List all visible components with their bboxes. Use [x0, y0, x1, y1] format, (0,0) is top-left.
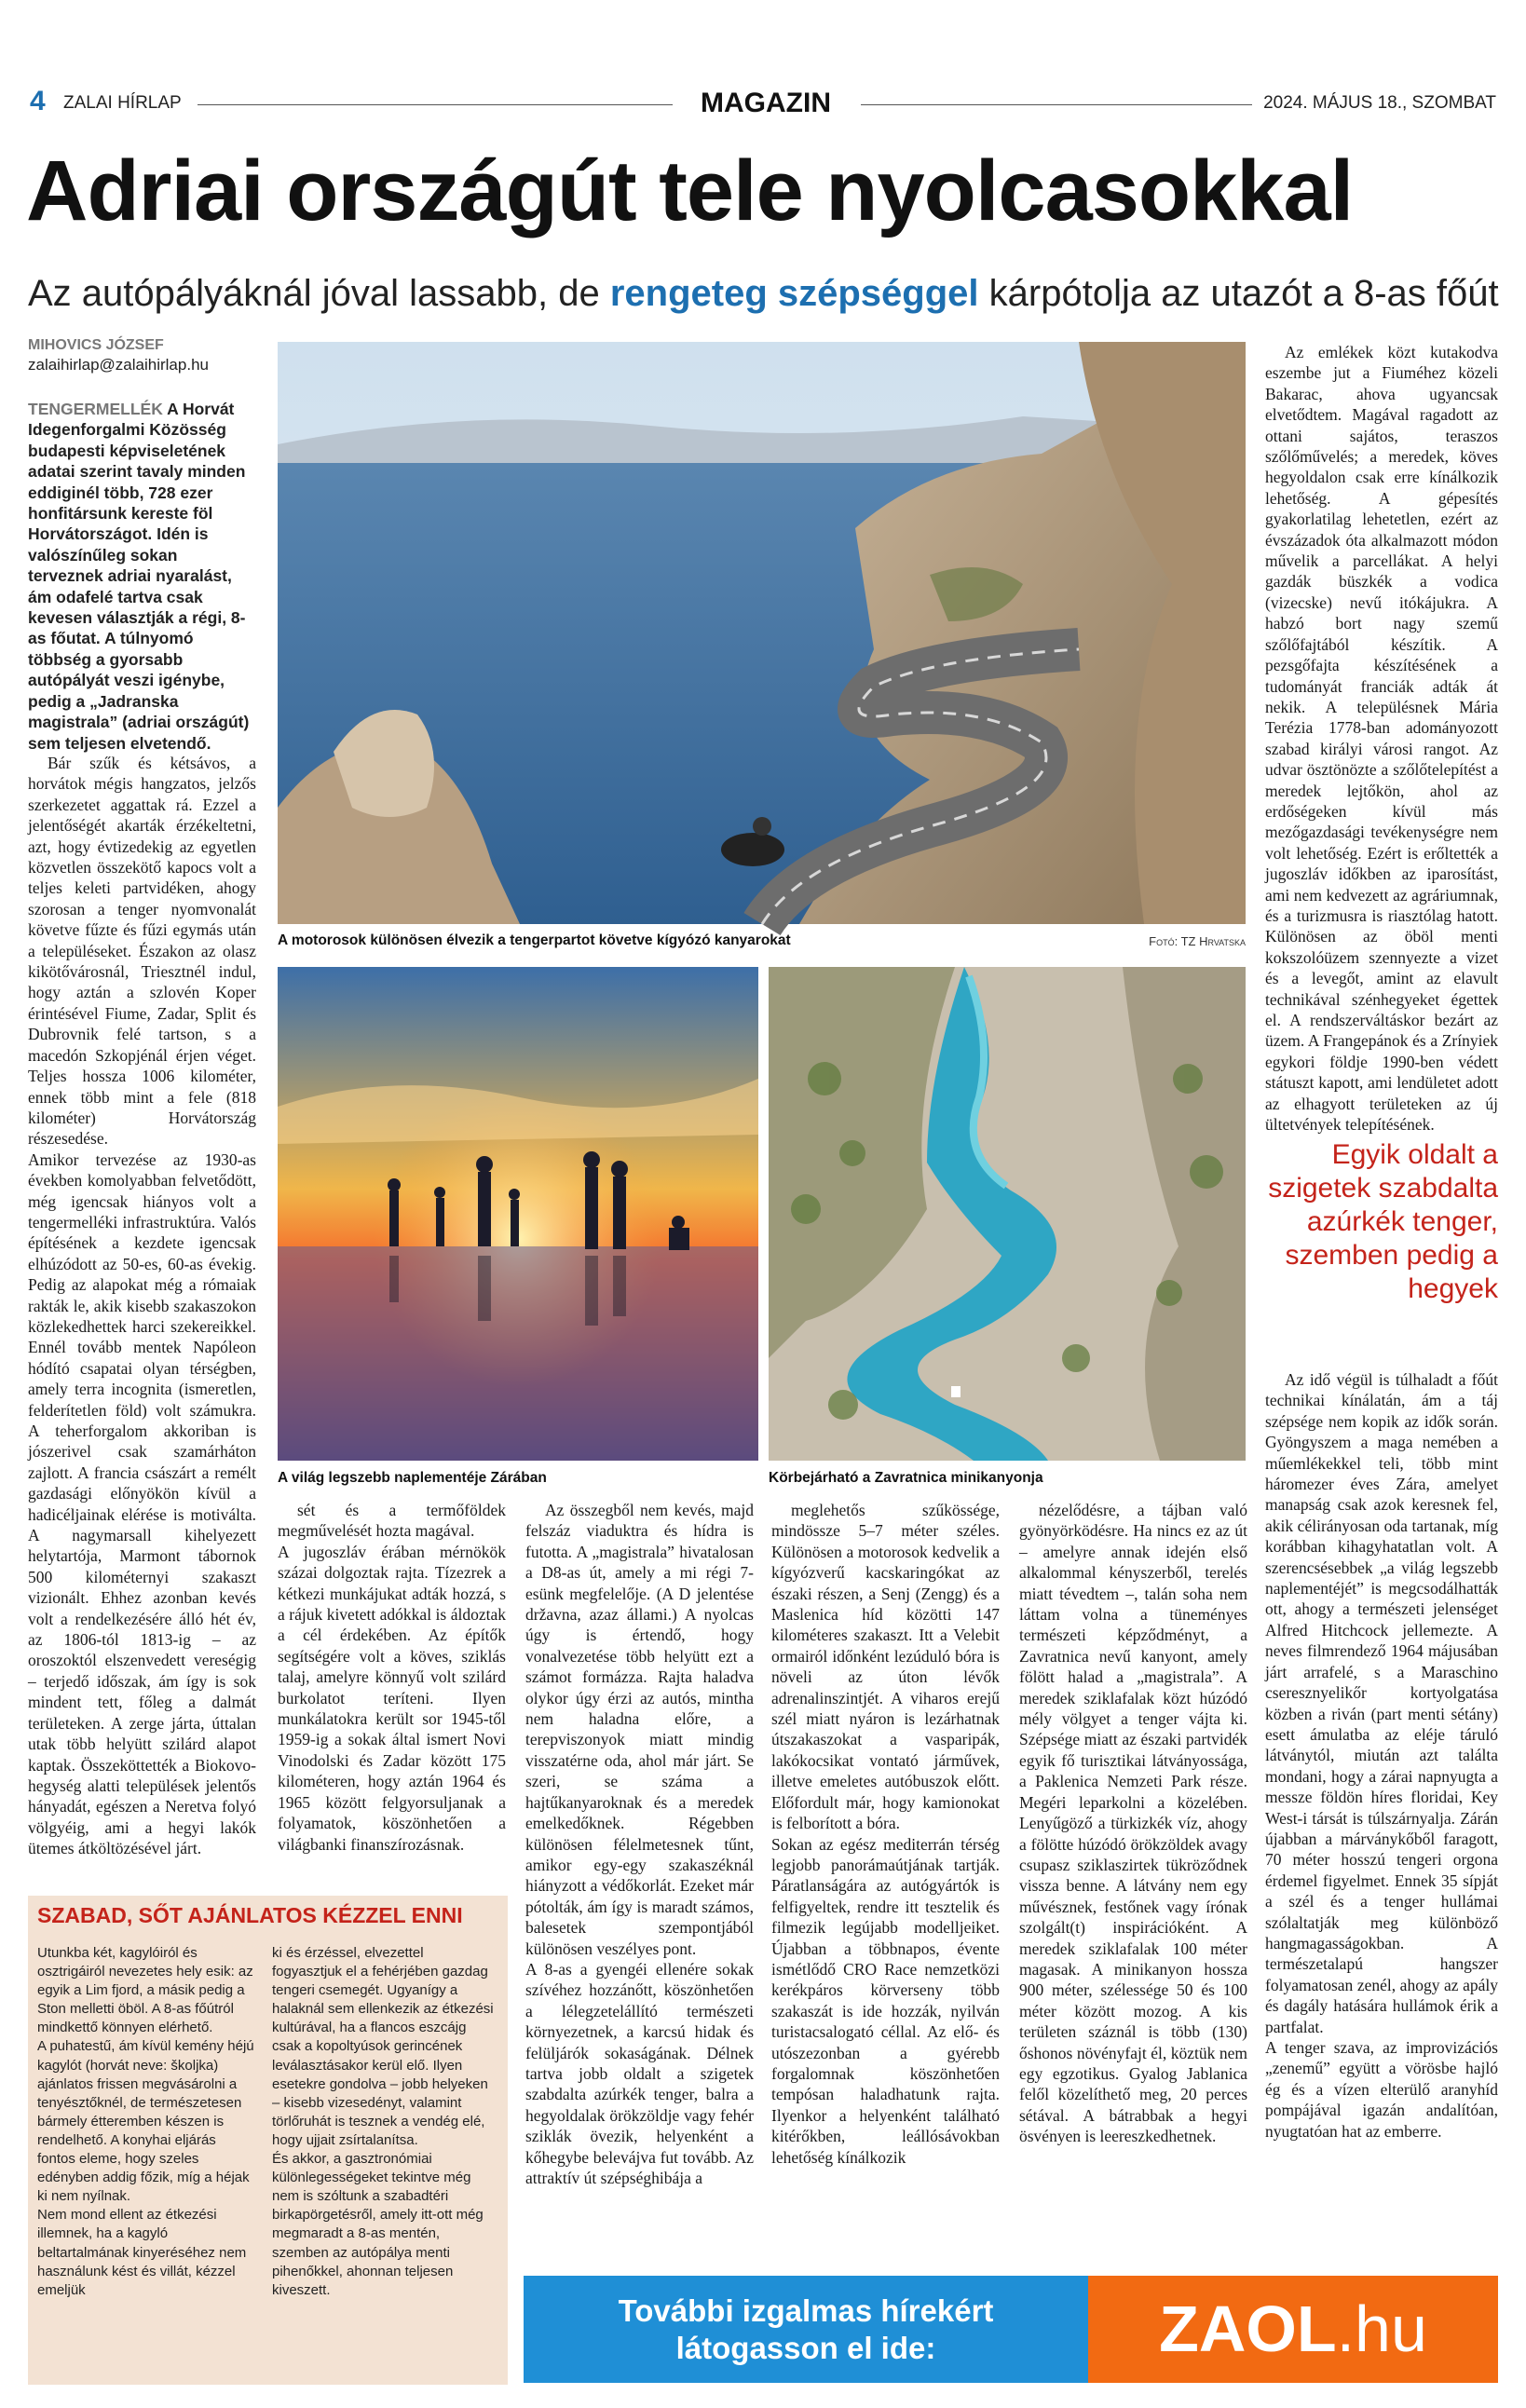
lead-kicker: TENGERMELLÉK: [28, 400, 163, 418]
main-photo: [278, 342, 1246, 924]
sidebar-column-1: Utunkba két, kagylóiról és osztrigáiról nevezetes hely esik: az egyik a Lim fjord, a másik pedig a Ston melletti öböl. A 8-as főútról mindkettő könnyen elérhető. A puhatestű, ám kívül kemény héjú kagylót (horvát neve: školjka) ajánlatos frissen megvásárolni a tenyésztőknél, de természetesen bármely étteremben készen is rendelhető. A konyhai eljárás fontos eleme, hogy szeles edényben addig főzik, míg a héjak ki nem nyílnak. Nem mond ellent az étkezési illemnek, ha a kagyló beltartalmának kinyeréséhez nem használunk kést és villát, kézzel emeljük: [37, 1945, 254, 2298]
body-column-4: [771, 1500, 1000, 2264]
body-column-6a: [1265, 342, 1498, 1135]
lead-text: A Horvát Idegenforgalmi Közösség budapesti képviseletének adatai szerint tavaly minden eddiginél több, 728 ezer honfitársunk kereste föl Horvátországot. Idén is valószínűleg sokan terveznek adriai nyaralást, ám odafelé tartva csak kevesen választják a régi, 8-as főutat. A túlnyomó többség a gyorsabb autópályát veszi igénybe, pedig a „Jadranska magistrala” (adriai országút) sem teljesen elvetendő.: [28, 400, 250, 753]
author-email[interactable]: zalaihirlap@zalaihirlap.hu: [28, 356, 209, 374]
sunset-image: [278, 967, 758, 1461]
body-col1-text: Bár szűk és kétsávos, a horvátok mégis hangzatos, jelzős szerkezetet aggattak rá. Ezzel a jelentőségét akarták érzékeltetni, azt, hogy évtizedekig az egyetlen közvetlen összekötő kapocs volt a teljes keleti partvidéken, ahogy szorosan a tenger nyomvonalát követve fűzte és fűzi egymás után a településeket. Északon az olasz kikötővárosnál, Triesztnél indul, hogy aztán a szlovén Koper érintésével Fiume, Zadar, Split és Dubrovnik felé tartson, s a macedón Szkopjénál érjen véget. Teljes hossza 1006 kilométer, ennek több mint a fele (818 kilométer) Horvátország részesedése. Amikor tervezése az 1930-as években komolyabban felvetődött, még igencsak hiányos volt a tengermelléki infrastruktúra. Valós építésének a kezdete igencsak elhúzódott az 50-es, 60-as évekig. Pedig az alapokat még a rómaiak rakták le, akik kisebb szakaszokon közlekedhettek harci szekereikkel. Ennél tovább mentek Napóleon hódító csapatai olyan térségben, amely terra incognita (ismeretlen, felderítetlen föld) volt számukra. A teherforgalom akkoriban is jószerivel csak szamárháton zajlott. A francia császárt a remélt gazdasági előnyökön kívül a hadicéljainak elérése is motiválta. A nagymarsall kihelyezett helytartója, Marmont tábornok 500 kilométernyi szakaszt vizionált. Ehhez azonban kevés volt a rendelkezésére álló hét év, az 1806-tól 1813-ig – az oroszoktól elszenvedett vereségig – terjedő időszak, ám így is sok mindent tett, főleg a dalmát területeken. A zerge járta, úttalan utak több helyütt szilárd alapot kaptak. Összeköttették a Biokovo-hegység alatti települések jelentős hányadát, egészen a Neretva folyó völgyéig, ami a hegyi lakók ütemes átköltözésével járt.: [28, 754, 256, 1858]
header-rule-left: [198, 104, 673, 105]
subhead: [28, 270, 1500, 317]
ad-line-1: További izgalmas hírekért: [618, 2293, 994, 2328]
page-number: 4: [30, 86, 46, 116]
ad-blue-panel: [524, 2276, 1088, 2383]
canyon-image: [769, 967, 1246, 1461]
body-col4-text: meglehetős szűkössége, mindössze 5–7 méter széles. Különösen a motorosok kedvelik a kígyózverű kacskaringókat az északi részen, a Senj (Zengg) és a Maslenica híd közötti 147 kilométeres szakaszt. Itt a Velebit ormairól időnként lezúduló bóra is növeli az úton lévők adrenalinszintjét. A viharos erejű szél miatt nyáron is lezárhatnak útszakaszokat a vasparipák, lakókocsikat vontató járművek, illetve emeletes autóbuszok előtt. Előfordult már, hogy kamionokat is felborított a bóra. Sokan az egész mediterrán térség legjobb panorámaútjának tartják. Páratlanságára az autógyártók is felfigyeltek, rendre itt tesztelik és filmezik legújabb modelljeiket. Újabban a többnapos, évente ismétlődő CRO Race nemzetközi kerékpáros körverseny több szakaszát is ide hozzák, nyilván turistacsalogató céllal. Az elő- és utószezonban a gyérebb forgalomnak köszönhetően tempósan haladhatunk rajta. Ilyenkor a helyenként található kitérőkben, leállósávokban lehetőség kínálkozik: [771, 1501, 1000, 2167]
byline: [28, 337, 256, 374]
subhead-before: Az autópályáknál jóval lassabb, de: [28, 273, 610, 314]
issue-date: 2024. MÁJUS 18., SZOMBAT: [1263, 93, 1496, 113]
body-column-6b: [1265, 1369, 1498, 2217]
newspaper-name: ZALAI HÍRLAP: [63, 93, 182, 113]
body-column-2: [278, 1500, 506, 1945]
body-col5-text: nézelődésre, a tájban való gyönyörködésre. Ha nincs ez az út – amelyre annak idején első alkalommal kényszerből, terelés miatt tévedtem –, talán soha nem láttam volna a tüneményes természeti képződményt, a Zavratnica nevű kanyont, amely fölött halad a „magistrala”. A meredek sziklafalak közt húzódó mély völgyet a tenger vájta ki. Szépsége miatt az északi partvidék egyik fő turisztikai látványossága, a Paklenica Nemzeti Park része. Megéri leparkolni a közelében. Lenyűgöző a türkizkék víz, ahogy a fölötte húzódó örökzöldek avagy csupasz sziklaszirtek tükröződnek vissza benne. A látvány nem egy művésznek, festőnek vagy írónak szolgált(t) inspirációként. A meredek sziklafalak 100 méter magasak. A minikanyon hossza 900 méter, szélessége 50 és 100 méter között mozog. A kis területen száznál is több (130) őshonos növényfajt él, köztük nem egy egzotikus. Gyalog Jablanica felől közelíthető meg, 20 perces sétával. A bátrabbak a hegyi ösvényen is leereszkedhetnek.: [1019, 1501, 1247, 2146]
subhead-highlight: rengeteg szépséggel: [609, 273, 979, 314]
body-col6b-text: Az idő végül is túlhaladt a főút technikai kínálatán, ám a táj szépsége nem kopik az idők során. Gyöngyszem a maga nemében a műemlékekkel teli, több mint háromezer éves Zára, amelyet manapság csak azok keresnek fel, akik célirányosan oda tartanak, míg korábban kihagyhatatlan volt. A szerencsésebbek „a világ legszebb naplementéjét” is megcsodálhatták ott, ahogy a természeti jelenséget Alfred Hitchcock jellemezte. A neves filmrendező 1964 májusában járt arrafelé, s a Maraschino cseresznyelikőr kortyolgatása közben a riván (part menti sétány) esett ámulatba az eléje táruló látványtól, miután azt találta mondani, hogy a zárai napnyugta a messze földön híres floridai, Key West-i társát is túlszárnyalja. Zárán újabban a márványkőből faragott, 70 méter hosszú tengeri orgona érdemel figyelmet. Ennek 35 sípját a szél és a tenger hullámai szólaltatják meg különböző hangmagasságokban. A természetalapú hangszer folyamatosan zenél, ahogy az apály és dagály hatására hullámok érik a partfalat. A tenger szava, az improvizációs „zenemű” együtt a vörösbe hajló ég és a vízen elterülő aranyhíd pompájával igazán andalítóan, nyugtatóan hat az emberre.: [1265, 1370, 1498, 2141]
sidebar-title: SZABAD, SŐT AJÁNLATOS KÉZZEL ENNI: [37, 1903, 463, 1927]
canyon-photo-caption: Körbejárható a Zavratnica minikanyonja: [769, 1470, 1043, 1486]
header-rule-right: [861, 104, 1252, 105]
photo-credit: Fotó: TZ Hrvatska: [1149, 934, 1246, 948]
sidebar-column-2: ki és érzéssel, elvezettel fogyasztjuk el a fehérjében gazdag tengeri csemegét. Ugyanígy a halaknál sem ellenkezik az étkezési kultúrával, ha a flancos eszcájg csak a kopoltyúsok gerincének leválasztásakor kerül elő. Ilyen esetekre gondolva – jobb helyeken – kisebb vizesedényt, valamint törlőruhát is tesznek a vendég elé, hogy ujjait zsírtalanítsa. És akkor, a gasztronómiai különlegességeket tekintve még nem is szóltunk a szabadtéri birkapörgetésről, amely itt-ott még megmaradt a 8-as mentén, szemben az autópálya menti pihenőkkel, ahonnan teljesen kiveszett.: [272, 1945, 494, 2298]
sunset-photo: [278, 967, 758, 1461]
lead-paragraph: [28, 399, 256, 753]
headline: Adriai országút tele nyolcasokkal: [26, 143, 1354, 238]
body-column-1: [28, 753, 256, 1905]
ad-line-2: látogasson el ide:: [675, 2331, 936, 2365]
subhead-after: kárpótolja az utazót a 8-as főút: [978, 273, 1499, 314]
body-col3-text: Az összegből nem kevés, majd felszáz viaduktra és hídra is futotta. A „magistrala” hivatalosan a D8-as út, amely a mi régi 7-esünk megfelelője. (A D jelentése državna, azaz állami.) A nyolcas úgy is értendő, hogy vonalvezetése több helyütt ezt a számot formázza. Rajta haladva olykor úgy érzi az autós, mintha nem haladna előre, a terepviszonyok miatt mindig visszatérne oda, ahol már járt. Se szeri, se száma a hajtűkanyaroknak és a meredek emelkedőknek. Régebben különösen félelmetesnek tűnt, amikor egy-egy szakaszéknál hiányzott a védőkorlát. Ezeket már pótolták, ám így is maradt számos, balesetek szempontjából különösen veszélyes pont. A 8-as a gyengéi ellenére sokak szívéhez hozzánőtt, köszönhetően a lélegzetelállító természeti környezetnek, a karcsú hidak és felüljárók sokaságának. Délnek tartva jobb oldalt a szigetek szabdalta azúrkék tenger, balra a hegyoldalak örökzöldje vagy fehér sziklák övezik, helyenként a kőhegybe belevájva fut tovább. Az attraktív út szépséghibája a: [525, 1501, 754, 2187]
zaol-ad-banner[interactable]: [524, 2276, 1498, 2383]
body-col6a-text: Az emlékek közt kutakodva eszembe jut a Fiuméhez közeli Bakarac, ahova ugyancsak elvetődtem. Magával ragadott az ottani sajátos, teraszos szőlőművelés; a meredek, köves hegyoldalon csak erre kínálkozik lehetőség. A gépesítés gyakorlatilag lehetetlen, ezért az évszázadok óta alkalmazott módon művelik a parcellákat. A helyi gazdák büszkék a vodica (vizecske) nevű itókájukra. A habzó bort nagy szemű szőlőfajtából készítik. A pezsgőfajta készítésének a tudományát franciák adták át nekik. A településnek Mária Terézia 1778-ban adományozott szabad királyi városi rangot. Az udvar ösztönözte a szőlőtelepítést a meredek lejtőkön, ahol az erdőségeken kívül más mezőgazdasági tevékenységre nem volt lehetőség. Ezért is erőltették a jugoszláv időkben az iparosítást, ami nem kedvezett az agráriumnak, és a turizmusra is riasztólag hatott. Különösen az öböl menti kokszolóüzem szennyezte a vizet és a levegőt, amint az elavult technikával szénhegyeket égettek el. A rendszerváltáskor bezárt az üzem. A Frangepánok és a Zrínyiek egykori földje 1990-ben védett státuszt kapott, ami lendületet adott az elhagyott területeken az új ültetvények telepítésének.: [1265, 343, 1498, 1135]
section-title: MAGAZIN: [701, 88, 831, 118]
ad-orange-panel: [1088, 2276, 1498, 2383]
body-column-5: [1019, 1500, 1247, 2264]
sunset-photo-caption: A világ legszebb naplementéje Zárában: [278, 1470, 547, 1486]
zaol-logo-suffix: .hu: [1336, 2292, 1427, 2365]
pull-quote: Egyik oldalt a szigetek szabdalta azúrkék tenger, szemben pedig a hegyek: [1268, 1139, 1498, 1304]
zaol-logo: ZAOL: [1159, 2292, 1337, 2365]
body-column-3: [525, 1500, 754, 2264]
canyon-photo: [769, 967, 1246, 1461]
page-header: [30, 86, 1496, 123]
sidebar-box: [28, 1896, 508, 2385]
author-name: MIHOVICS JÓZSEF: [28, 337, 164, 353]
main-photo-caption: A motorosok különösen élvezik a tengerpartot követve kígyózó kanyarokat: [278, 932, 791, 948]
body-col2-text: sét és a termőföldek megművelését hozta magával. A jugoszláv érában mérnökök százai dolgoztak rajta. Tízezrek a kétkezi munkájukat adták hozzá, s a rájuk kivetett adókkal is áldoztak a cél érdekében. Az építők segítségére volt a köves, sziklás talaj, amelyre könnyű volt szilárd burkolatot teríteni. Ilyen munkálatokra került sor 1945-től 1959-ig a sokak által ismert Novi Vinodolski és Zadar között 175 kilométeren, hogy aztán 1964 és 1965 között felgyorsuljanak a folyamatok, köszönhetően a világbanki finanszírozásnak.: [278, 1501, 506, 1854]
coastal-road-image: [278, 342, 1246, 924]
